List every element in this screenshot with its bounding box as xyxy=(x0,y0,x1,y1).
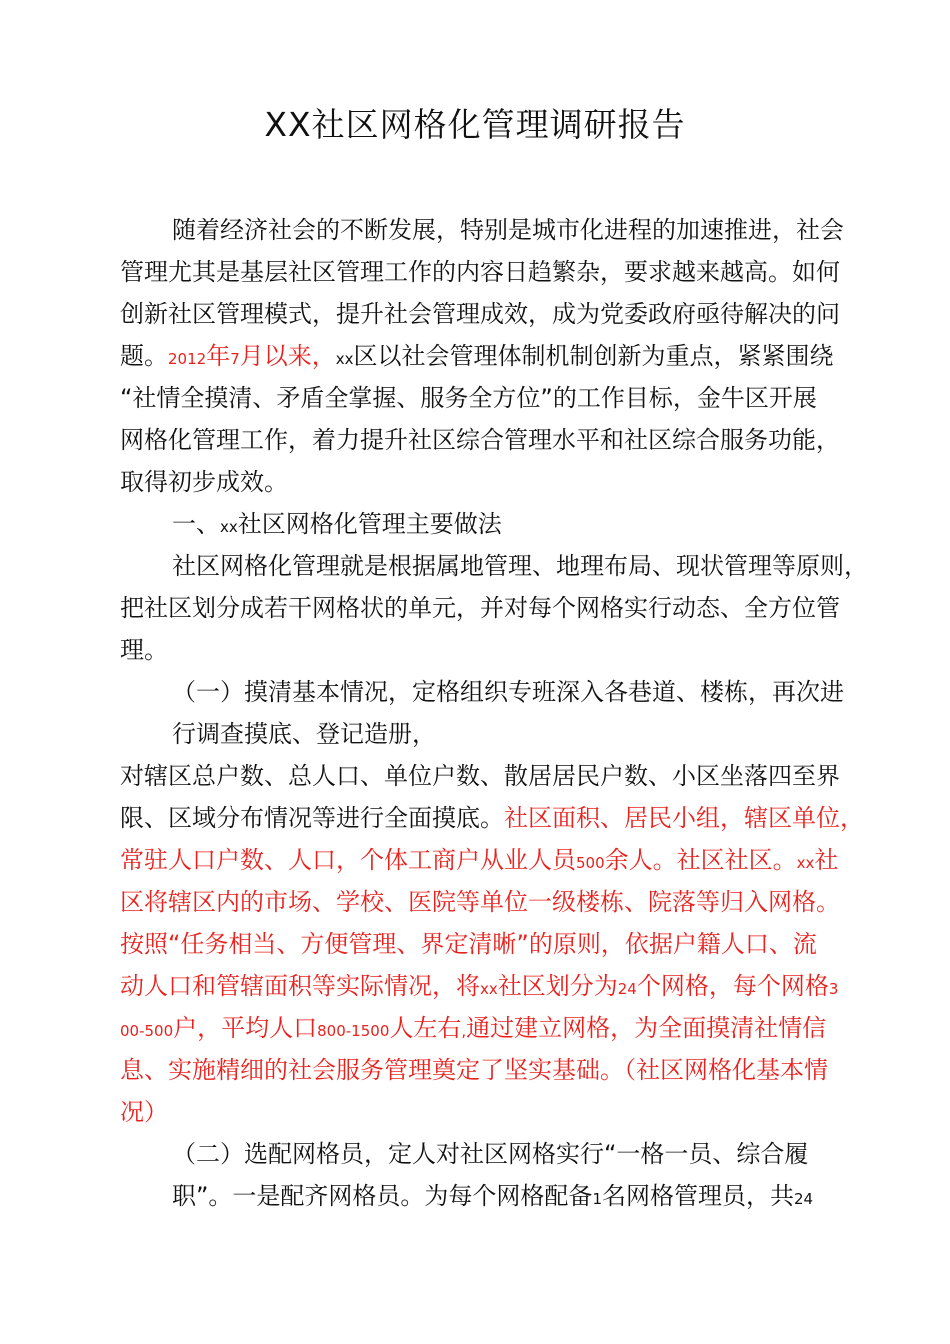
sub-1-body-line-3-xx: xx xyxy=(796,854,815,872)
sub-1-body-line-2-black: 限、区域分布情况等进行全面摸底。 xyxy=(120,804,504,832)
sub-1-heading-line-2: 行调查摸底、登记造册， xyxy=(172,720,436,748)
intro-xx: xx xyxy=(335,350,354,368)
highlight-nian: 年 xyxy=(206,342,231,370)
highlight-month: 7 xyxy=(230,350,240,368)
sub-1-body-line-7-c: 通过建立网格，为全面摸清社情信 xyxy=(466,1014,827,1042)
intro-line-1: 随着经济社会的不断发展，特别是城市化进程的加速推进，社会 xyxy=(172,216,844,244)
sub-1-body-line-3-num: 500 xyxy=(576,854,605,872)
sub-1-body-line-6-num2: 3 xyxy=(828,980,839,998)
sub-1-body-line-3 xyxy=(120,843,838,880)
sub-2-heading-line-1: （二）选配网格员，定人对社区网格实行“一格一员、综合履 xyxy=(172,1140,809,1168)
highlight-year: 2012 xyxy=(168,350,207,368)
intro-line-4 xyxy=(120,339,834,376)
section-1-heading xyxy=(172,507,502,544)
sub-1-body-line-7-a: 户，平均人口 xyxy=(173,1014,318,1042)
section-1-line-1: 社区网格化管理就是根据属地管理、地理布局、现状管理等原则， xyxy=(172,552,868,580)
sub-1-body-line-4: 区将辖区内的市场、学校、医院等单位一级楼栋、院落等归入网格。 xyxy=(120,888,840,916)
intro-line-3: 创新社区管理模式，提升社会管理成效，成为党委政府亟待解决的问 xyxy=(120,300,840,328)
sub-1-body-line-9: 况） xyxy=(120,1098,168,1126)
section-1-heading-text: 社区网格化管理主要做法 xyxy=(237,510,502,538)
sub-1-body-line-6 xyxy=(120,969,838,1006)
sub-1-body-line-6-b: 社区划分为 xyxy=(497,972,618,1000)
sub-1-body-line-2-red: 社区面积、居民小组，辖区单位， xyxy=(504,804,864,832)
sub-1-body-line-6-a: 动人口和管辖面积等实际情况，将 xyxy=(120,972,480,1000)
sub-2-heading-line-2-b: 名网格管理员，共 xyxy=(601,1182,794,1210)
sub-1-body-line-3-b: 余人。社区社区。 xyxy=(604,846,797,874)
sub-1-body-line-3-c: 社 xyxy=(814,846,839,874)
intro-line-4-start: 题。 xyxy=(120,342,168,370)
sub-2-heading-line-2-num2: 24 xyxy=(793,1190,814,1208)
sub-1-body-line-7-comma: , xyxy=(461,1022,467,1040)
section-1-line-3: 理。 xyxy=(120,636,168,664)
intro-line-7: 取得初步成效。 xyxy=(120,468,288,496)
intro-line-5: “社情全摸清、矛盾全掌握、服务全方位”的工作目标，金牛区开展 xyxy=(120,384,817,412)
sub-1-body-line-5: 按照“任务相当、方便管理、界定清晰”的原则，依据户籍人口、流 xyxy=(120,930,817,958)
section-1-heading-prefix: 一、 xyxy=(172,510,220,538)
sub-1-body-line-6-num: 24 xyxy=(617,980,637,998)
section-1-heading-xx: xx xyxy=(220,518,238,536)
section-1-line-2: 把社区划分成若干网格状的单元，并对每个网格实行动态、全方位管 xyxy=(120,594,840,622)
intro-line-2: 管理尤其是基层社区管理工作的内容日趋繁杂，要求越来越高。如何 xyxy=(120,258,840,286)
sub-2-heading-line-2 xyxy=(172,1179,813,1216)
sub-2-heading-line-2-num: 1 xyxy=(592,1190,602,1208)
sub-1-body-line-6-xx: xx xyxy=(480,980,498,998)
sub-1-body-line-7-num2: 800-1500 xyxy=(317,1022,390,1040)
sub-1-body-line-6-c: 个网格，每个网格 xyxy=(636,972,829,1000)
sub-1-body-line-7 xyxy=(120,1011,826,1048)
intro-line-6: 网格化管理工作，着力提升社区综合管理水平和社区综合服务功能， xyxy=(120,426,840,454)
intro-line-4-end: 区以社会管理体制机制创新为重点，紧紧围绕 xyxy=(353,342,834,370)
sub-1-body-line-2 xyxy=(120,801,864,835)
sub-1-body-line-7-b: 人左右 xyxy=(389,1014,462,1042)
document-title: XX社区网格化管理调研报告 xyxy=(264,105,686,144)
highlight-since: 月以来， xyxy=(239,342,336,370)
sub-1-heading-line-1: （一）摸清基本情况，定格组织专班深入各巷道、楼栋，再次进 xyxy=(172,678,844,706)
sub-1-body-line-3-a: 常驻人口户数、人口，个体工商户从业人员 xyxy=(120,846,576,874)
sub-2-heading-line-2-a: 职”。一是配齐网格员。为每个网格配备 xyxy=(172,1182,593,1210)
sub-1-body-line-7-num: 00-500 xyxy=(120,1022,174,1040)
sub-1-body-line-1: 对辖区总户数、总人口、单位户数、散居居民户数、小区坐落四至界 xyxy=(120,762,840,790)
sub-1-body-line-8: 息、实施精细的社会服务管理奠定了坚实基础。（社区网格化基本情 xyxy=(120,1056,828,1084)
